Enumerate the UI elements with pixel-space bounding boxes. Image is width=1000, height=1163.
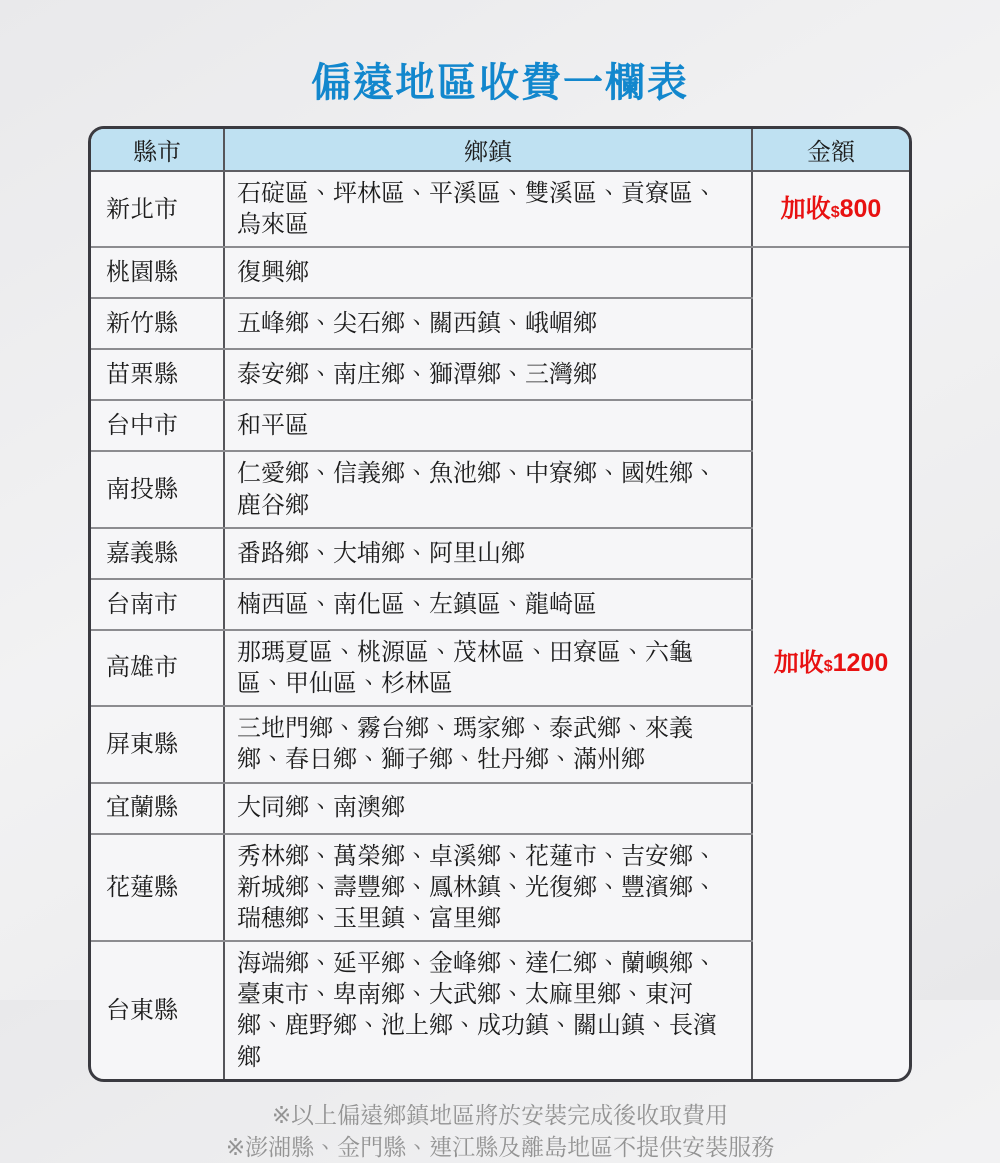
fee-prefix: 加收 (780, 194, 831, 223)
township-cell: 泰安鄉、南庄鄉、獅潭鄉、三灣鄉 (224, 349, 752, 400)
footnotes (0, 1099, 1000, 1163)
township-cell: 番路鄉、大埔鄉、阿里山鄉 (224, 528, 752, 579)
county-cell: 苗栗縣 (91, 349, 224, 400)
township-cell: 秀林鄉、萬榮鄉、卓溪鄉、花蓮市、吉安鄉、新城鄉、壽豐鄉、鳳林鎮、光復鄉、豐濱鄉、瑞穗鄉、玉里鎮、富里鄉 (224, 834, 752, 942)
township-cell: 那瑪夏區、桃源區、茂林區、田寮區、六龜區、甲仙區、杉林區 (224, 630, 752, 706)
township-cell: 五峰鄉、尖石鄉、關西鎮、峨嵋鄉 (224, 298, 752, 349)
township-cell: 和平區 (224, 400, 752, 451)
col-header-amount: 金額 (752, 129, 909, 171)
township-cell: 楠西區、南化區、左鎮區、龍崎區 (224, 579, 752, 630)
county-cell: 新竹縣 (91, 298, 224, 349)
page-title: 偏遠地區收費一欄表 (311, 61, 689, 105)
header-row (91, 129, 909, 171)
fee-table (88, 126, 912, 1082)
table-row (91, 247, 909, 298)
county-cell: 高雄市 (91, 630, 224, 706)
county-cell: 宜蘭縣 (91, 783, 224, 834)
township-cell: 三地門鄉、霧台鄉、瑪家鄉、泰武鄉、來義鄉、春日鄉、獅子鄉、牡丹鄉、滿州鄉 (224, 706, 752, 782)
fee-value: 800 (839, 194, 882, 223)
county-cell: 屏東縣 (91, 706, 224, 782)
note-line-1: ※以上偏遠鄉鎮地區將於安裝完成後收取費用 (271, 1101, 729, 1128)
county-cell: 台南市 (91, 579, 224, 630)
table-row (91, 171, 909, 247)
amount-cell (752, 171, 909, 247)
township-cell: 復興鄉 (224, 247, 752, 298)
note-line-2: ※澎湖縣、金門縣、連江縣及離島地區不提供安裝服務 (225, 1133, 775, 1160)
county-cell: 新北市 (91, 171, 224, 247)
col-header-township: 鄉鎮 (224, 129, 752, 171)
county-cell: 嘉義縣 (91, 528, 224, 579)
col-header-county: 縣市 (91, 129, 224, 171)
township-cell: 海端鄉、延平鄉、金峰鄉、達仁鄉、蘭嶼鄉、臺東市、卑南鄉、大武鄉、太麻里鄉、東河鄉、鹿野鄉、池上鄉、成功鎮、關山鎮、長濱鄉 (224, 941, 752, 1079)
fee-currency: $ (830, 203, 840, 221)
county-cell: 台東縣 (91, 941, 224, 1079)
county-cell: 桃園縣 (91, 247, 224, 298)
township-cell: 石碇區、坪林區、平溪區、雙溪區、貢寮區、烏來區 (224, 171, 752, 247)
county-cell: 台中市 (91, 400, 224, 451)
county-cell: 花蓮縣 (91, 834, 224, 942)
fee-prefix: 加收 (773, 649, 824, 678)
township-cell: 大同鄉、南澳鄉 (224, 783, 752, 834)
township-cell: 仁愛鄉、信義鄉、魚池鄉、中寮鄉、國姓鄉、鹿谷鄉 (224, 451, 752, 527)
fee-value: 1200 (832, 649, 889, 678)
fee-table-grid (91, 129, 909, 1079)
amount-cell-merged (752, 247, 909, 1078)
county-cell: 南投縣 (91, 451, 224, 527)
fee-currency: $ (823, 658, 833, 676)
